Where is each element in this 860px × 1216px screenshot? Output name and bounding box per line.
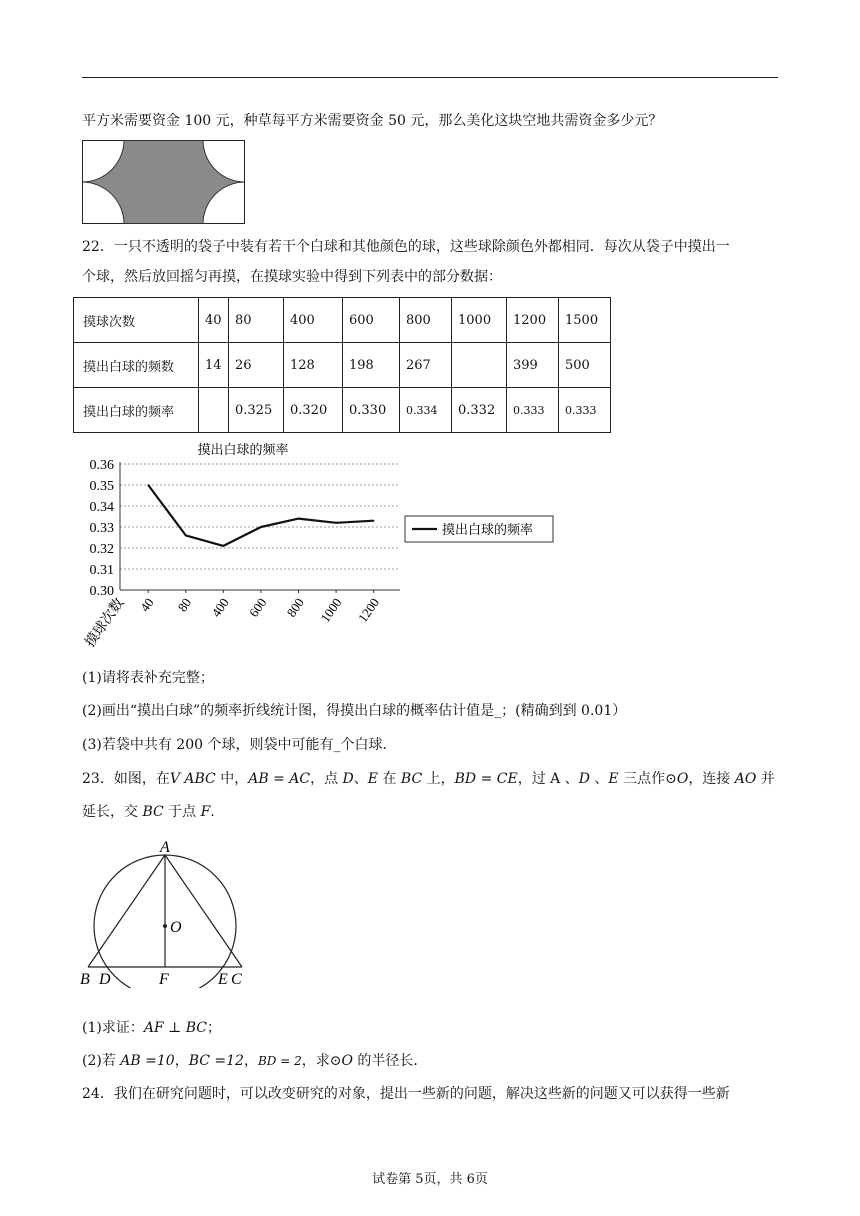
x-tick-label: 40	[136, 595, 157, 615]
q23-text: (2)若	[82, 1053, 121, 1069]
q23-sub1	[82, 1018, 221, 1038]
q23-text: 在	[378, 771, 401, 787]
y-tick-label: 0.35	[89, 479, 114, 494]
q23-text: ；	[207, 1020, 221, 1036]
table-cell: 0.334	[400, 388, 452, 433]
table-cell: 0.333	[559, 388, 611, 433]
q23-text: 的半径长．	[352, 1053, 428, 1069]
table-cell: 800	[400, 298, 452, 343]
x-tick-label: 1000	[317, 595, 345, 626]
x-axis-title: 摸球次数	[82, 595, 128, 651]
y-tick-label: 0.34	[89, 500, 114, 515]
row-header-freqs: 摸出白球的频率	[74, 388, 199, 433]
table-cell: 0.320	[284, 388, 343, 433]
q23-math: BD = 2	[257, 1054, 302, 1068]
q23-line2	[82, 802, 224, 822]
chart-title: 摸出白球的频率	[197, 443, 289, 458]
q21-figure	[82, 140, 245, 224]
table-cell: 128	[284, 343, 343, 388]
label-E: E	[218, 971, 228, 988]
q21-continuation: 平方米需要资金 100 元，种草每平方米需要资金 50 元，那么美化这块空地共需资金多少元？	[82, 113, 663, 129]
table-cell: 1200	[507, 298, 559, 343]
q23-math: BD = CE	[454, 771, 518, 787]
q23-math: E	[608, 771, 619, 787]
q23-math: AF ⊥ BC	[143, 1020, 207, 1036]
table-cell: 1500	[559, 298, 611, 343]
q23-text: ，过 A 、	[517, 771, 579, 787]
table-row	[74, 298, 611, 343]
q23-math: O	[676, 771, 689, 787]
data-point	[147, 484, 149, 486]
q22-sub2: (2)画出“摸出白球”的频率折线统计图，得摸出白球的概率估计值是_；(精确到到 0.01）	[82, 703, 627, 719]
circle-triangle-figure	[78, 838, 258, 988]
q23-text: (1)求证：	[82, 1020, 144, 1036]
table-cell: 399	[507, 343, 559, 388]
q23-sub2	[82, 1051, 427, 1071]
q23-text: 上，	[422, 771, 455, 787]
q23-math: AB =10	[120, 1053, 175, 1069]
q23-text: 并	[756, 771, 775, 787]
q23-text: 中，	[215, 771, 249, 787]
q23-text: 、	[589, 771, 609, 787]
table-row	[74, 388, 611, 433]
label-B: B	[80, 971, 90, 988]
table-cell: 0.333	[507, 388, 559, 433]
q22-line1: 22．一只不透明的袋子中装有若干个白球和其他颜色的球，这些球除颜色外都相同．每次从袋子中摸出一	[82, 239, 730, 255]
x-tick-label: 80	[174, 595, 195, 615]
y-tick-label: 0.30	[89, 584, 114, 599]
table-cell: 14	[199, 343, 229, 388]
frequency-table	[73, 297, 611, 433]
series-line	[148, 485, 374, 546]
q23-text: ，	[174, 1053, 189, 1069]
q22-sub1: (1)请将表补充完整；	[82, 670, 214, 686]
legend-label: 摸出白球的频率	[442, 523, 534, 538]
q23-text: ，	[243, 1053, 258, 1069]
table-row	[74, 343, 611, 388]
label-O: O	[170, 919, 182, 936]
label-F: F	[159, 971, 169, 988]
q23-text: ，点	[310, 771, 343, 787]
q23-math: O	[341, 1053, 353, 1069]
table-cell: 400	[284, 298, 343, 343]
q23-text: 延长，交	[82, 804, 143, 820]
y-tick-label: 0.36	[89, 458, 114, 473]
data-point	[373, 520, 375, 522]
frequency-line-chart	[76, 436, 566, 661]
q23-math: AB = AC	[248, 771, 311, 787]
q23-math: BC	[400, 771, 423, 787]
label-D: D	[99, 971, 111, 988]
q22-line2: 个球，然后放回摇匀再摸，在摸球实验中得到下列表中的部分数据：	[82, 269, 502, 285]
table-cell-blank	[452, 343, 507, 388]
q23-text: 三点作⊙	[618, 771, 677, 787]
q23-math: BC =12	[188, 1053, 244, 1069]
data-point	[298, 518, 300, 520]
table-cell: 500	[559, 343, 611, 388]
q23-math-triangle: V ABC	[169, 771, 216, 787]
y-tick-label: 0.31	[89, 563, 114, 578]
q22-sub3: (3)若袋中共有 200 个球，则袋中可能有_个白球．	[82, 737, 397, 753]
q23-math: BC	[142, 804, 164, 820]
q23-math: AO	[734, 771, 757, 787]
q23-text: 、	[353, 771, 368, 787]
y-tick-label: 0.32	[89, 542, 114, 557]
row-header-counts: 摸出白球的频数	[74, 343, 199, 388]
table-cell: 80	[229, 298, 284, 343]
header-rule	[82, 77, 778, 78]
data-point	[185, 535, 187, 537]
q23-math: F	[200, 804, 211, 820]
table-cell: 1000	[452, 298, 507, 343]
data-point	[335, 522, 337, 524]
table-cell: 26	[229, 343, 284, 388]
q23-text: 于点	[163, 804, 201, 820]
label-A: A	[160, 839, 170, 856]
q23-math: E	[367, 771, 378, 787]
q23-text: 23．如图，在	[82, 771, 170, 787]
table-cell: 0.325	[229, 388, 284, 433]
label-C: C	[231, 971, 242, 988]
q23-text: ，连接	[688, 771, 735, 787]
x-tick-label: 400	[208, 595, 232, 620]
table-cell: 0.330	[343, 388, 400, 433]
table-cell: 267	[400, 343, 452, 388]
q23-text: ．	[210, 804, 225, 820]
table-cell-blank	[199, 388, 229, 433]
y-tick-label: 0.33	[89, 521, 114, 536]
x-tick-label: 600	[245, 595, 270, 620]
q23-text: ，求⊙	[301, 1053, 342, 1069]
q24-line1: 24．我们在研究问题时，可以改变研究的对象，提出一些新的问题，解决这些新的问题又可以获得一些新	[82, 1086, 730, 1102]
table-cell: 198	[343, 343, 400, 388]
q23-line1	[82, 769, 775, 789]
x-tick-label: 1200	[354, 595, 383, 626]
data-point	[260, 526, 262, 528]
table-cell: 40	[199, 298, 229, 343]
table-cell: 0.332	[452, 388, 507, 433]
row-header-trials: 摸球次数	[74, 298, 199, 343]
q23-math: D	[578, 771, 590, 787]
q23-math: D	[342, 771, 354, 787]
data-point	[223, 545, 225, 547]
table-cell: 600	[343, 298, 400, 343]
page-footer: 试卷第 5页，共 6页	[372, 1172, 488, 1187]
x-tick-label: 800	[283, 595, 307, 620]
